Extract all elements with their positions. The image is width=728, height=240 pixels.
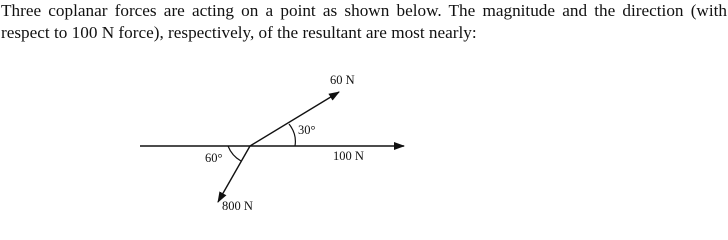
force-60-label: 60 N <box>330 73 355 87</box>
angle-30-arc <box>289 124 295 146</box>
force-800-arrow <box>218 146 250 202</box>
force-100-label: 100 N <box>333 149 364 163</box>
angle-60-arc <box>228 146 241 161</box>
angle-30-label: 30° <box>298 123 316 137</box>
force-60-arrow <box>250 92 339 146</box>
angle-60-label: 60° <box>205 151 223 165</box>
question-text: Three coplanar forces are acting on a point as shown below. The magnitude and the direction (with respect to 100 N force), respectively, of the resultant are most nearly: <box>1 1 727 42</box>
force-800-label: 800 N <box>222 199 253 213</box>
